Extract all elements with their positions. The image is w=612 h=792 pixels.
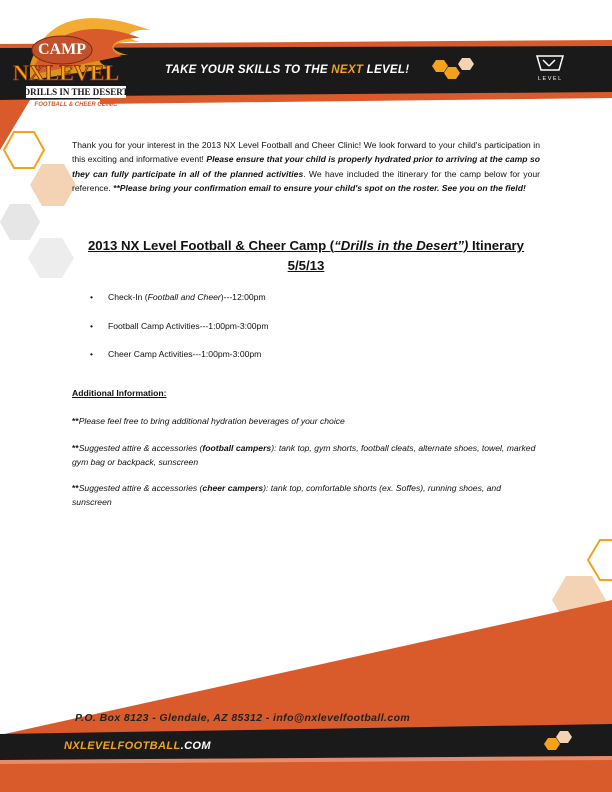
list-item-checkin: • Check-In (Football and Cheer)---12:00pm bbox=[90, 292, 268, 321]
additional-info-heading: Additional Information: bbox=[72, 388, 167, 398]
list-item-football: • Football Camp Activities---1:00pm-3:00pm bbox=[90, 321, 268, 350]
svg-text:NXLEVEL: NXLEVEL bbox=[12, 60, 120, 85]
footer-website[interactable]: NXLEVELFOOTBALL.COM bbox=[64, 740, 211, 752]
intro-paragraph: Thank you for your interest in the 2013 NX Level Football and Cheer Clinic! We look forward to your child's participation in this exciting and informative event! Please ensure that your child is properly hydrated prior to arriving at the camp so they can fully participate in all of the planned activities. We have included the itinerary for the camp below for your reference. **Please bring your confirmation email to ensure your child's spot on the roster. See you on the field! bbox=[72, 140, 540, 194]
svg-text:FOOTBALL & CHEER CLINIC: FOOTBALL & CHEER CLINIC bbox=[34, 102, 118, 108]
itinerary-list bbox=[90, 292, 268, 378]
itinerary-date: 5/5/13 bbox=[287, 258, 325, 273]
itinerary-title: 2013 NX Level Football & Cheer Camp (“Drills in the Desert”) Itinerary 5/5/13 bbox=[60, 236, 552, 276]
svg-text:CAMP: CAMP bbox=[38, 41, 86, 58]
brand-level-text: LEVEL bbox=[538, 76, 563, 82]
svg-text:DRILLS IN THE DESERT: DRILLS IN THE DESERT bbox=[23, 87, 129, 97]
nx-brand-icon bbox=[535, 52, 565, 74]
note-football-attire: **Suggested attire & accessories (football campers): tank top, gym shorts, football cleats, alternate shoes, towel, marked gym bag or backpack, sunscreen bbox=[72, 443, 536, 467]
tagline-highlight: NEXT bbox=[331, 64, 364, 76]
note-cheer-attire: **Suggested attire & accessories (cheer campers): tank top, comfortable shorts (ex. Soffes), running shoes, and sunscreen bbox=[72, 483, 501, 507]
header-tagline: TAKE YOUR SKILLS TO THE NEXT LEVEL! bbox=[165, 64, 410, 76]
footer-address: P.O. Box 8123 - Glendale, AZ 85312 - info@nxlevelfootball.com bbox=[75, 712, 411, 724]
list-item-cheer: • Cheer Camp Activities---1:00pm-3:00pm bbox=[90, 349, 268, 378]
camp-nxlevel-logo bbox=[10, 10, 160, 120]
note-hydration: **Please feel free to bring additional hydration beverages of your choice bbox=[72, 416, 345, 426]
